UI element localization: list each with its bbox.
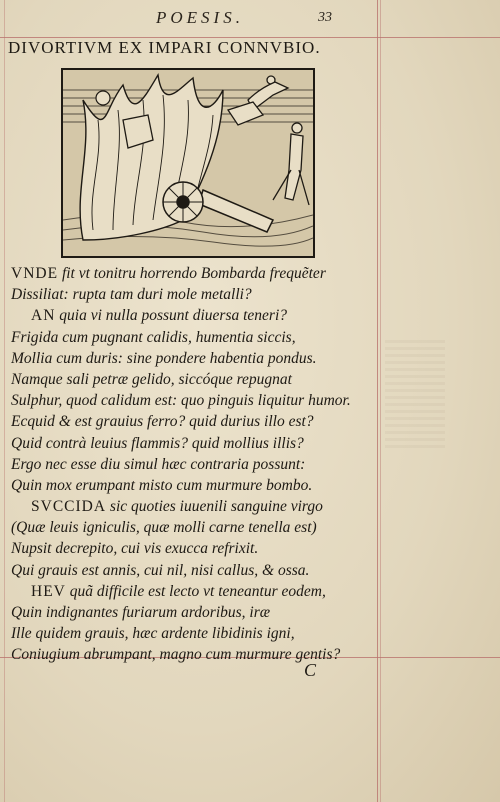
verse-line: [11, 327, 373, 348]
verse-line-text: Ergo nec esse diu simul hæc contraria possunt:: [11, 455, 306, 473]
page-edge-line: [4, 0, 5, 802]
margin-ruled-line: [377, 0, 378, 802]
verse-line: [11, 496, 373, 517]
verse-line: [11, 644, 373, 665]
verse-line-lead-word: SVCCIDA: [31, 498, 107, 516]
verse-text: [11, 263, 373, 666]
woodcut-illustration: [61, 68, 315, 258]
verse-line: [11, 581, 373, 602]
verse-line-text: Ille quidem grauis, hæc ardente libidinis igni,: [11, 625, 295, 643]
verse-line-text: Quid contrà leuius flammis? quid mollius illis?: [11, 434, 304, 452]
verse-line-text: quia vi nulla possunt diuersa teneri?: [55, 307, 288, 325]
verse-line-text: Nupsit decrepito, cui vis exucca refrixit.: [11, 540, 259, 558]
verse-line: [11, 348, 373, 369]
verse-line: [11, 433, 373, 454]
running-title: POESIS.: [156, 8, 244, 27]
verse-line-text: sic quoties iuuenili sanguine virgo: [106, 498, 323, 516]
verse-line: [11, 623, 373, 644]
verse-line-text: Frigida cum pugnant calidis, humentia siccis,: [11, 328, 296, 346]
verse-line-text: Dissiliat: rupta tam duri mole metalli?: [11, 286, 252, 304]
verse-line: [11, 390, 373, 411]
verse-line-text: (Quæ leuis igniculis, quæ molli carne tenella est): [11, 519, 317, 537]
verse-line: [11, 517, 373, 538]
verse-line-lead-word: VNDE: [11, 265, 59, 282]
page-number: 33: [318, 10, 332, 25]
woodcut-cannon-explosion-image: [63, 70, 313, 256]
verse-line-text: Quin mox erumpant misto cum murmure bombo.: [11, 476, 313, 494]
verse-line: [11, 560, 373, 581]
catchword: C: [304, 660, 317, 680]
verse-line: [11, 411, 373, 432]
verse-line-text: Mollia cum duris: sine pondere habentia pondus.: [11, 349, 317, 367]
verse-line: [11, 369, 373, 390]
verse-line: [11, 475, 373, 496]
verse-line-lead-word: HEV: [31, 582, 66, 600]
verse-line: [11, 263, 373, 284]
verse-line-lead-word: AN: [31, 307, 56, 325]
verse-line: [11, 602, 373, 623]
verse-line: [11, 284, 373, 305]
verse-line: [11, 305, 373, 326]
verse-line-text: quã difficile est lecto vt teneantur eodem,: [65, 582, 326, 600]
show-through-text: [385, 340, 445, 450]
verse-line: [11, 538, 373, 559]
emblem-title: DIVORTIVM EX IMPARI CONNVBIO.: [8, 38, 321, 57]
margin-ruled-line-secondary: [380, 0, 381, 802]
verse-line-text: Coniugium abrumpant, magno cum murmure gentis?: [11, 646, 341, 664]
verse-line-text: Ecquid & est grauius ferro? quid durius illo est?: [11, 413, 314, 431]
verse-line: [11, 454, 373, 475]
verse-line-text: Sulphur, quod calidum est: quo pinguis liquitur humor.: [11, 392, 351, 410]
verse-line-text: Qui grauis est annis, cui nil, nisi callus, & ossa.: [11, 561, 310, 579]
verse-line-text: Quin indignantes furiarum ardoribus, iræ: [11, 604, 271, 621]
verse-line-text: fit vt tonitru horrendo Bombarda frequẽter: [58, 265, 326, 282]
verse-line-text: Namque sali petræ gelido, siccóque repugnat: [11, 370, 292, 388]
